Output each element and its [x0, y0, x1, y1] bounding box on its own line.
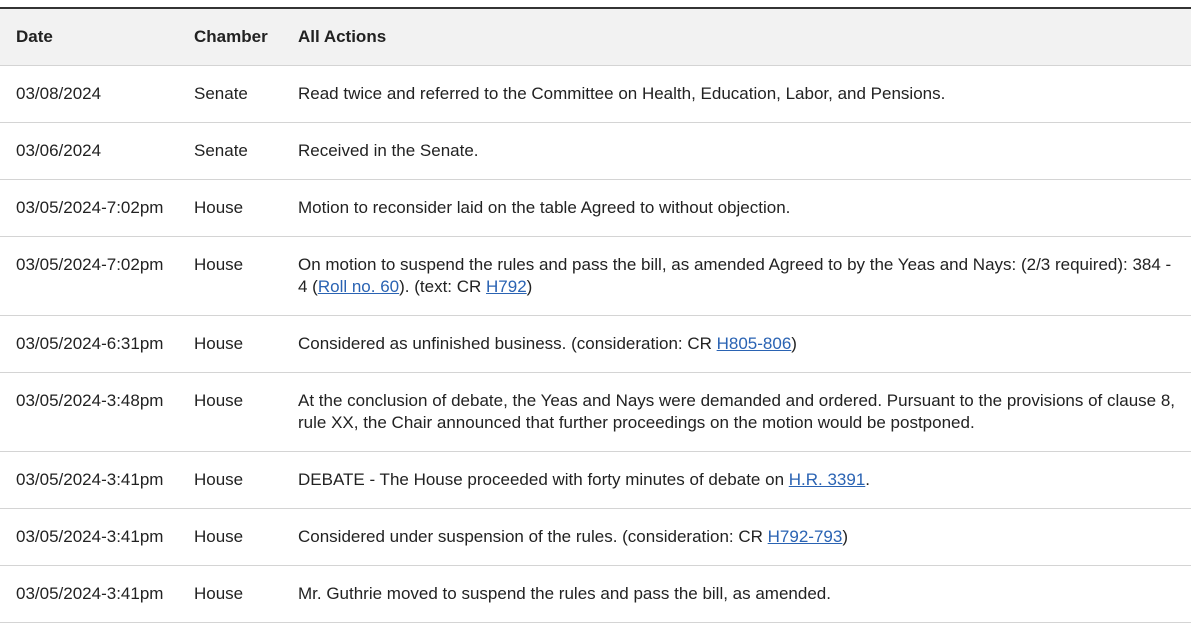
action-text: .: [865, 469, 871, 489]
action-chamber: House: [178, 315, 282, 372]
column-header-all-actions[interactable]: All Actions: [282, 8, 1191, 65]
action-description: [282, 315, 1191, 372]
action-text: Mr. Guthrie moved to suspend the rules and pass the bill, as amended.: [298, 583, 831, 603]
table-header: [0, 8, 1191, 65]
table-row: [0, 451, 1191, 508]
action-chamber: House: [178, 236, 282, 315]
action-description: [282, 508, 1191, 565]
table-header-row: [0, 8, 1191, 65]
action-text: Read twice and referred to the Committee on Health, Education, Labor, and Pensions.: [298, 83, 946, 103]
table-row: [0, 65, 1191, 122]
roll-call-link[interactable]: Roll no. 60: [317, 276, 400, 296]
action-date: 03/05/2024-3:48pm: [0, 372, 178, 451]
action-date: 03/05/2024-3:41pm: [0, 451, 178, 508]
table-row: [0, 179, 1191, 236]
action-text: Considered as unfinished business. (consideration: CR: [298, 333, 717, 353]
action-date: 03/05/2024-7:02pm: [0, 179, 178, 236]
table-row: [0, 565, 1191, 622]
action-description: [282, 122, 1191, 179]
action-text: Received in the Senate.: [298, 140, 479, 160]
actions-table-container: [0, 7, 1191, 623]
action-date: 03/06/2024: [0, 122, 178, 179]
action-description: [282, 179, 1191, 236]
action-chamber: Senate: [178, 122, 282, 179]
action-chamber: House: [178, 508, 282, 565]
action-chamber: House: [178, 451, 282, 508]
table-body: [0, 65, 1191, 622]
action-date: 03/05/2024-6:31pm: [0, 315, 178, 372]
action-date: 03/08/2024: [0, 65, 178, 122]
action-description: [282, 565, 1191, 622]
action-chamber: Senate: [178, 65, 282, 122]
action-text: Considered under suspension of the rules. (consideration: CR: [298, 526, 768, 546]
action-description: [282, 65, 1191, 122]
bill-link[interactable]: H.R. 3391: [788, 469, 866, 489]
action-text: Motion to reconsider laid on the table Agreed to without objection.: [298, 197, 791, 217]
action-text: ): [791, 333, 797, 353]
column-header-chamber[interactable]: Chamber: [178, 8, 282, 65]
action-chamber: House: [178, 179, 282, 236]
action-description: [282, 236, 1191, 315]
table-row: [0, 122, 1191, 179]
congressional-record-link[interactable]: H792-793: [767, 526, 843, 546]
action-date: 03/05/2024-3:41pm: [0, 508, 178, 565]
action-date: 03/05/2024-7:02pm: [0, 236, 178, 315]
action-description: [282, 451, 1191, 508]
table-row: [0, 372, 1191, 451]
action-description: [282, 372, 1191, 451]
table-row: [0, 236, 1191, 315]
action-chamber: House: [178, 372, 282, 451]
table-row: [0, 508, 1191, 565]
action-text: On motion to suspend the rules and pass the bill, as amended Agreed to by the Yeas and Nays: (2/3 required): 384 - 4 (: [298, 254, 1172, 296]
action-text: ): [526, 276, 533, 296]
action-text: ): [842, 526, 848, 546]
congressional-record-link[interactable]: H805-806: [716, 333, 792, 353]
action-text: ). (text: CR: [399, 276, 487, 296]
action-chamber: House: [178, 565, 282, 622]
action-text: At the conclusion of debate, the Yeas and Nays were demanded and ordered. Pursuant to the provisions of clause 8, rule XX, the Chair announced that further proceedings on the motion would be postponed.: [298, 390, 1176, 432]
all-actions-table: [0, 7, 1191, 623]
column-header-date[interactable]: Date: [0, 8, 178, 65]
action-text: DEBATE - The House proceeded with forty minutes of debate on: [298, 469, 789, 489]
congressional-record-link[interactable]: H792: [486, 276, 527, 296]
action-date: 03/05/2024-3:41pm: [0, 565, 178, 622]
table-row: [0, 315, 1191, 372]
